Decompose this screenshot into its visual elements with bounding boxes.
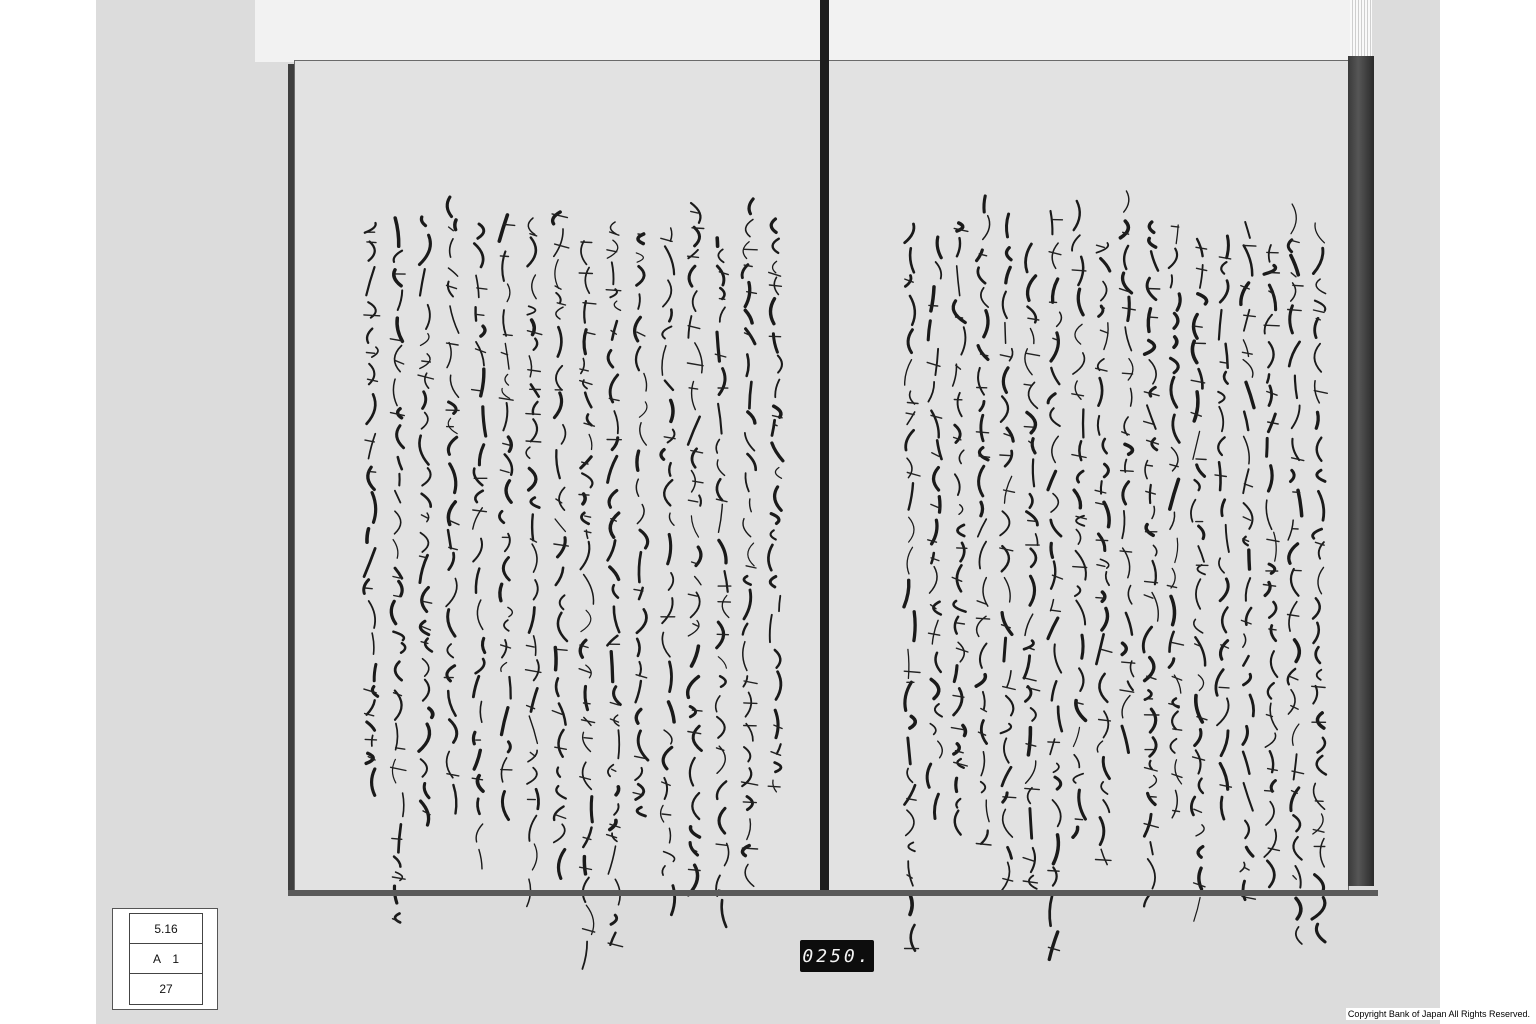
handwritten-column	[1294, 204, 1296, 941]
handwritten-column	[613, 222, 615, 948]
handwritten-column	[1222, 236, 1224, 827]
handwritten-column	[370, 223, 372, 805]
left-page	[294, 60, 821, 892]
handwritten-column	[982, 196, 984, 849]
handwritten-column	[397, 218, 399, 933]
right-page	[828, 60, 1349, 892]
handwritten-column	[1246, 222, 1248, 920]
open-book	[288, 60, 1388, 898]
archive-label-row: A 1	[130, 944, 202, 974]
handwritten-column	[1174, 225, 1176, 813]
handwritten-column	[1270, 245, 1272, 887]
handwritten-column	[934, 237, 936, 827]
handwritten-column	[586, 241, 588, 973]
copyright-notice: Copyright Bank of Japan All Rights Reserved.	[1347, 1009, 1530, 1019]
handwritten-column	[910, 224, 912, 940]
frame-number: 0250.	[800, 940, 874, 972]
handwritten-column	[1198, 239, 1200, 929]
book-fore-edge	[1348, 56, 1374, 886]
handwritten-column	[721, 238, 723, 915]
archive-label-row: 5.16	[130, 914, 202, 944]
page-stack-top	[255, 0, 1365, 62]
book-spine	[820, 0, 829, 892]
handwritten-column	[667, 228, 669, 901]
handwritten-column	[451, 197, 453, 801]
handwritten-column	[1078, 201, 1080, 861]
handwritten-column	[1030, 244, 1032, 904]
handwritten-column	[532, 218, 534, 902]
handwritten-column	[640, 234, 642, 828]
handwritten-column	[1318, 223, 1320, 942]
handwritten-column	[694, 203, 696, 889]
archive-label	[112, 908, 218, 1010]
book-shadow	[288, 890, 1378, 896]
page-edge-stack	[1350, 0, 1372, 62]
handwritten-column	[748, 199, 750, 892]
handwritten-column	[1054, 211, 1056, 948]
handwritten-column	[478, 224, 480, 885]
archive-label-row: 27	[159, 981, 173, 996]
archive-label-grid	[129, 913, 203, 1005]
handwritten-column	[1150, 222, 1152, 925]
handwritten-column	[424, 217, 426, 836]
handwritten-column	[559, 212, 561, 867]
handwritten-column	[1006, 214, 1008, 898]
handwritten-column	[1126, 191, 1128, 753]
handwritten-column	[1102, 243, 1104, 869]
handwritten-column	[505, 215, 507, 821]
handwritten-column	[775, 219, 777, 799]
handwritten-column	[958, 223, 960, 849]
